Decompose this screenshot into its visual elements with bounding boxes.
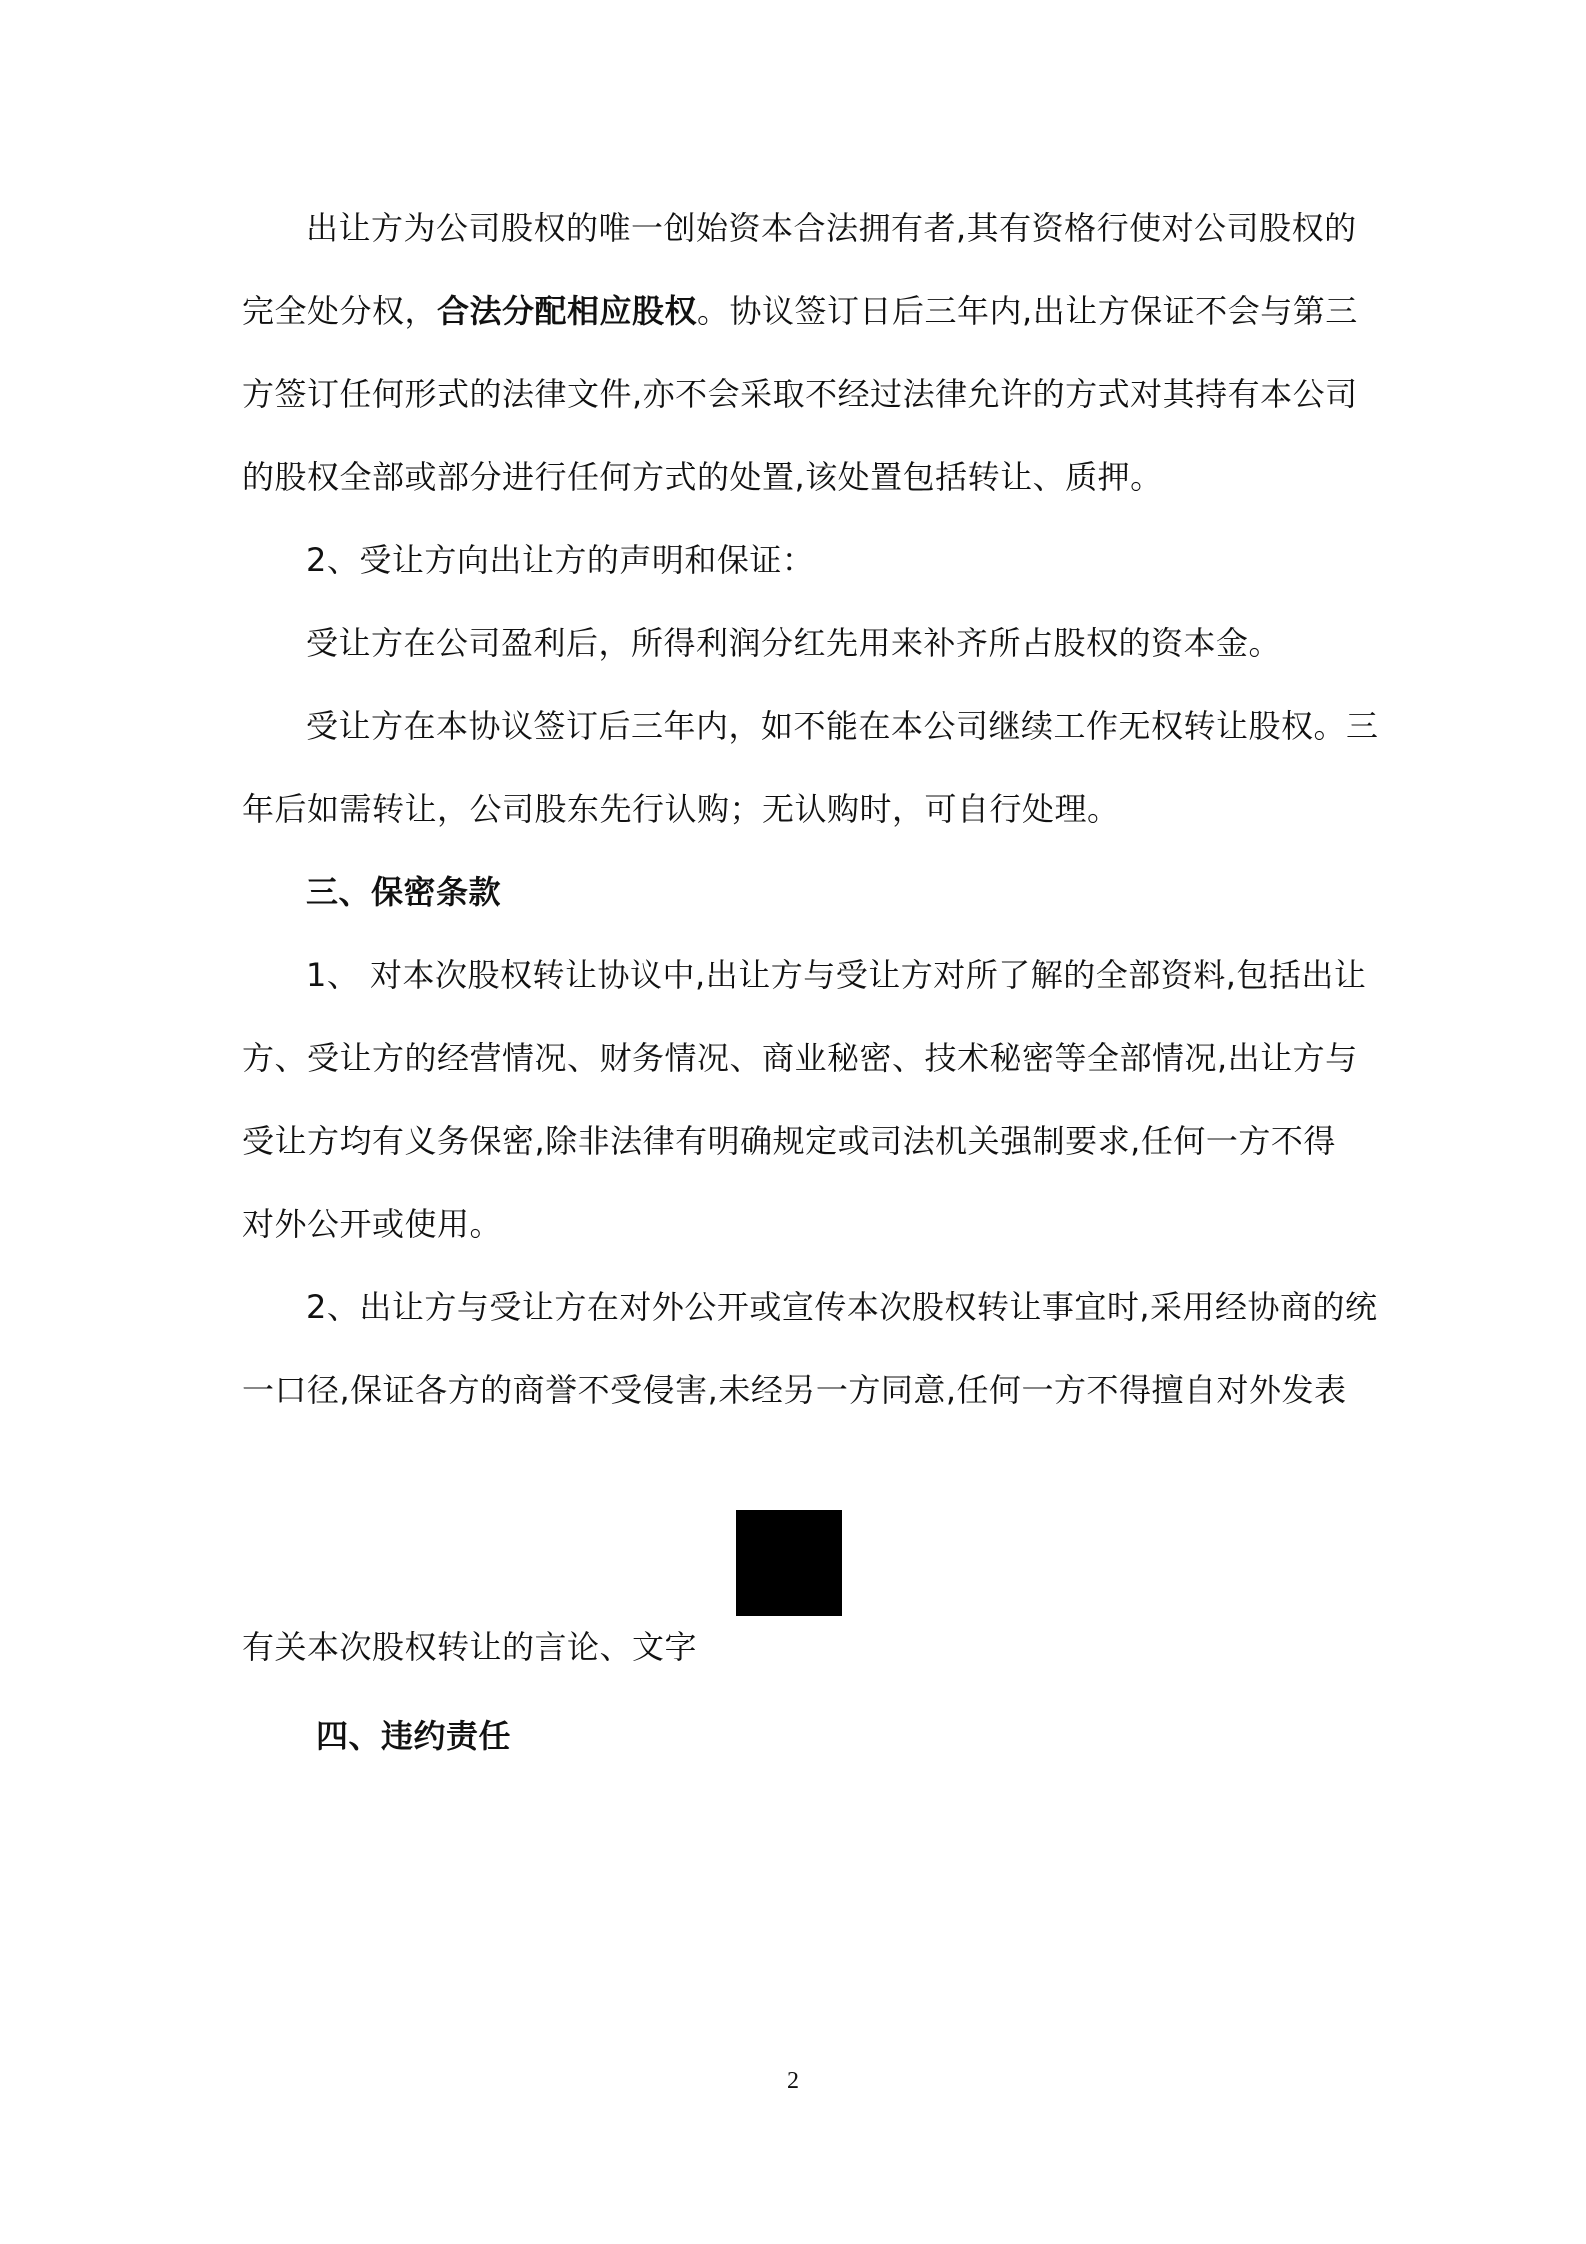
paragraph-6-line-2: 一口径,保证各方的商誉不受侵害,未经另一方同意,任何一方不得擅自对外发表 [242, 1371, 1347, 1409]
paragraph-1-line-2-start: 完全处分权， [242, 292, 438, 330]
paragraph-1-line-1: 出让方为公司股权的唯一创始资本合法拥有者,其有资格行使对公司股权的 [306, 209, 1357, 247]
paragraph-4-line-2: 年后如需转让，公司股东先行认购；无认购时，可自行处理。 [242, 790, 1120, 828]
paragraph-6-line-3: 有关本次股权转让的言论、文字 [242, 1628, 698, 1666]
paragraph-5-line-3: 受让方均有义务保密,除非法律有明确规定或司法机关强制要求,任何一方不得 [242, 1122, 1336, 1160]
section-4-heading: 四、违约责任 [316, 1717, 512, 1755]
paragraph-1-line-4: 的股权全部或部分进行任何方式的处置,该处置包括转让、质押。 [242, 458, 1163, 496]
paragraph-2-line-1: 2、受让方向出让方的声明和保证： [306, 541, 815, 579]
paragraph-5-line-2: 方、受让方的经营情况、财务情况、商业秘密、技术秘密等全部情况,出让方与 [242, 1039, 1358, 1077]
paragraph-5-line-4: 对外公开或使用。 [242, 1205, 503, 1243]
paragraph-4-line-1: 受让方在本协议签订后三年内，如不能在本公司继续工作无权转让股权。三 [306, 707, 1379, 745]
page-number: 2 [787, 2068, 799, 2094]
paragraph-1-bold-phrase: 合法分配相应股权 [437, 292, 698, 330]
paragraph-6-line-1: 2、出让方与受让方在对外公开或宣传本次股权转让事宜时,采用经协商的统 [306, 1288, 1378, 1326]
redaction-block [736, 1510, 842, 1616]
paragraph-1-line-2 [242, 291, 1358, 331]
section-3-heading: 三、保密条款 [306, 873, 502, 911]
paragraph-1-line-2-end: 。协议签订日后三年内,出让方保证不会与第三 [697, 292, 1358, 330]
paragraph-3-line-1: 受让方在公司盈利后，所得利润分红先用来补齐所占股权的资本金。 [306, 624, 1282, 662]
paragraph-1-line-3: 方签订任何形式的法律文件,亦不会采取不经过法律允许的方式对其持有本公司 [242, 375, 1358, 413]
paragraph-5-line-1: 1、 对本次股权转让协议中,出让方与受让方对所了解的全部资料,包括出让 [306, 956, 1367, 994]
